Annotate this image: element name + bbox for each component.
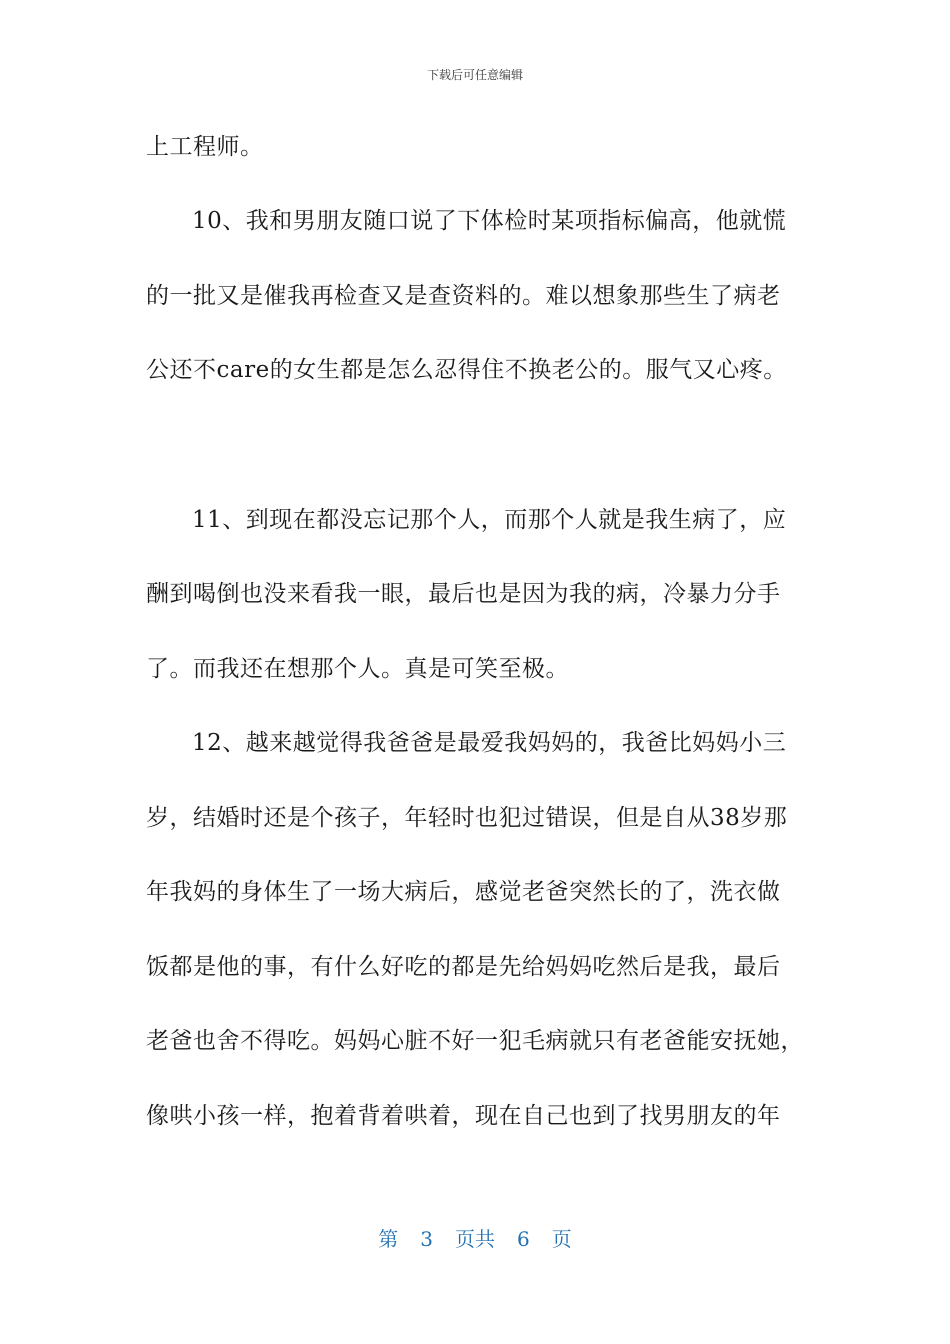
text-line: 了。而我还在想那个人。真是可笑至极。 <box>146 656 569 682</box>
page-suffix: 页 <box>551 1227 572 1251</box>
page-header: 下载后可任意编辑 <box>426 68 523 82</box>
page-prefix: 第 <box>378 1227 399 1251</box>
text-line: 上工程师。 <box>146 134 264 160</box>
text-line: 饭都是他的事，有什么好吃的都是先给妈妈吃然后是我，最后 <box>146 954 781 980</box>
text-line: 的一批又是催我再检查又是查资料的。难以想象那些生了病老 <box>146 283 781 309</box>
text-line: 公还不care的女生都是怎么忍得住不换老公的。服气又心疼。 <box>146 357 787 383</box>
page-total: 6 <box>517 1227 530 1251</box>
text-line: 岁，结婚时还是个孩子，年轻时也犯过错误，但是自从38岁那 <box>146 805 788 831</box>
text-line: 像哄小孩一样，抱着背着哄着，现在自己也到了找男朋友的年 <box>146 1103 781 1129</box>
page-number-footer <box>0 1226 950 1252</box>
paragraph-10-line-1: 10、我和男朋友随口说了下体检时某项指标偏高，他就慌 <box>192 208 787 234</box>
page-mid: 页共 <box>455 1227 495 1251</box>
page-current: 3 <box>420 1227 433 1251</box>
paragraph-12-line-1: 12、越来越觉得我爸爸是最爱我妈妈的，我爸比妈妈小三 <box>192 730 787 756</box>
text-line: 年我妈的身体生了一场大病后，感觉老爸突然长的了，洗衣做 <box>146 879 781 905</box>
text-line: 老爸也舍不得吃。妈妈心脏不好一犯毛病就只有老爸能安抚她， <box>146 1028 804 1054</box>
paragraph-11-line-1: 11、到现在都没忘记那个人，而那个人就是我生病了，应 <box>192 507 787 533</box>
text-line: 酬到喝倒也没来看我一眼，最后也是因为我的病，冷暴力分手 <box>146 581 781 607</box>
